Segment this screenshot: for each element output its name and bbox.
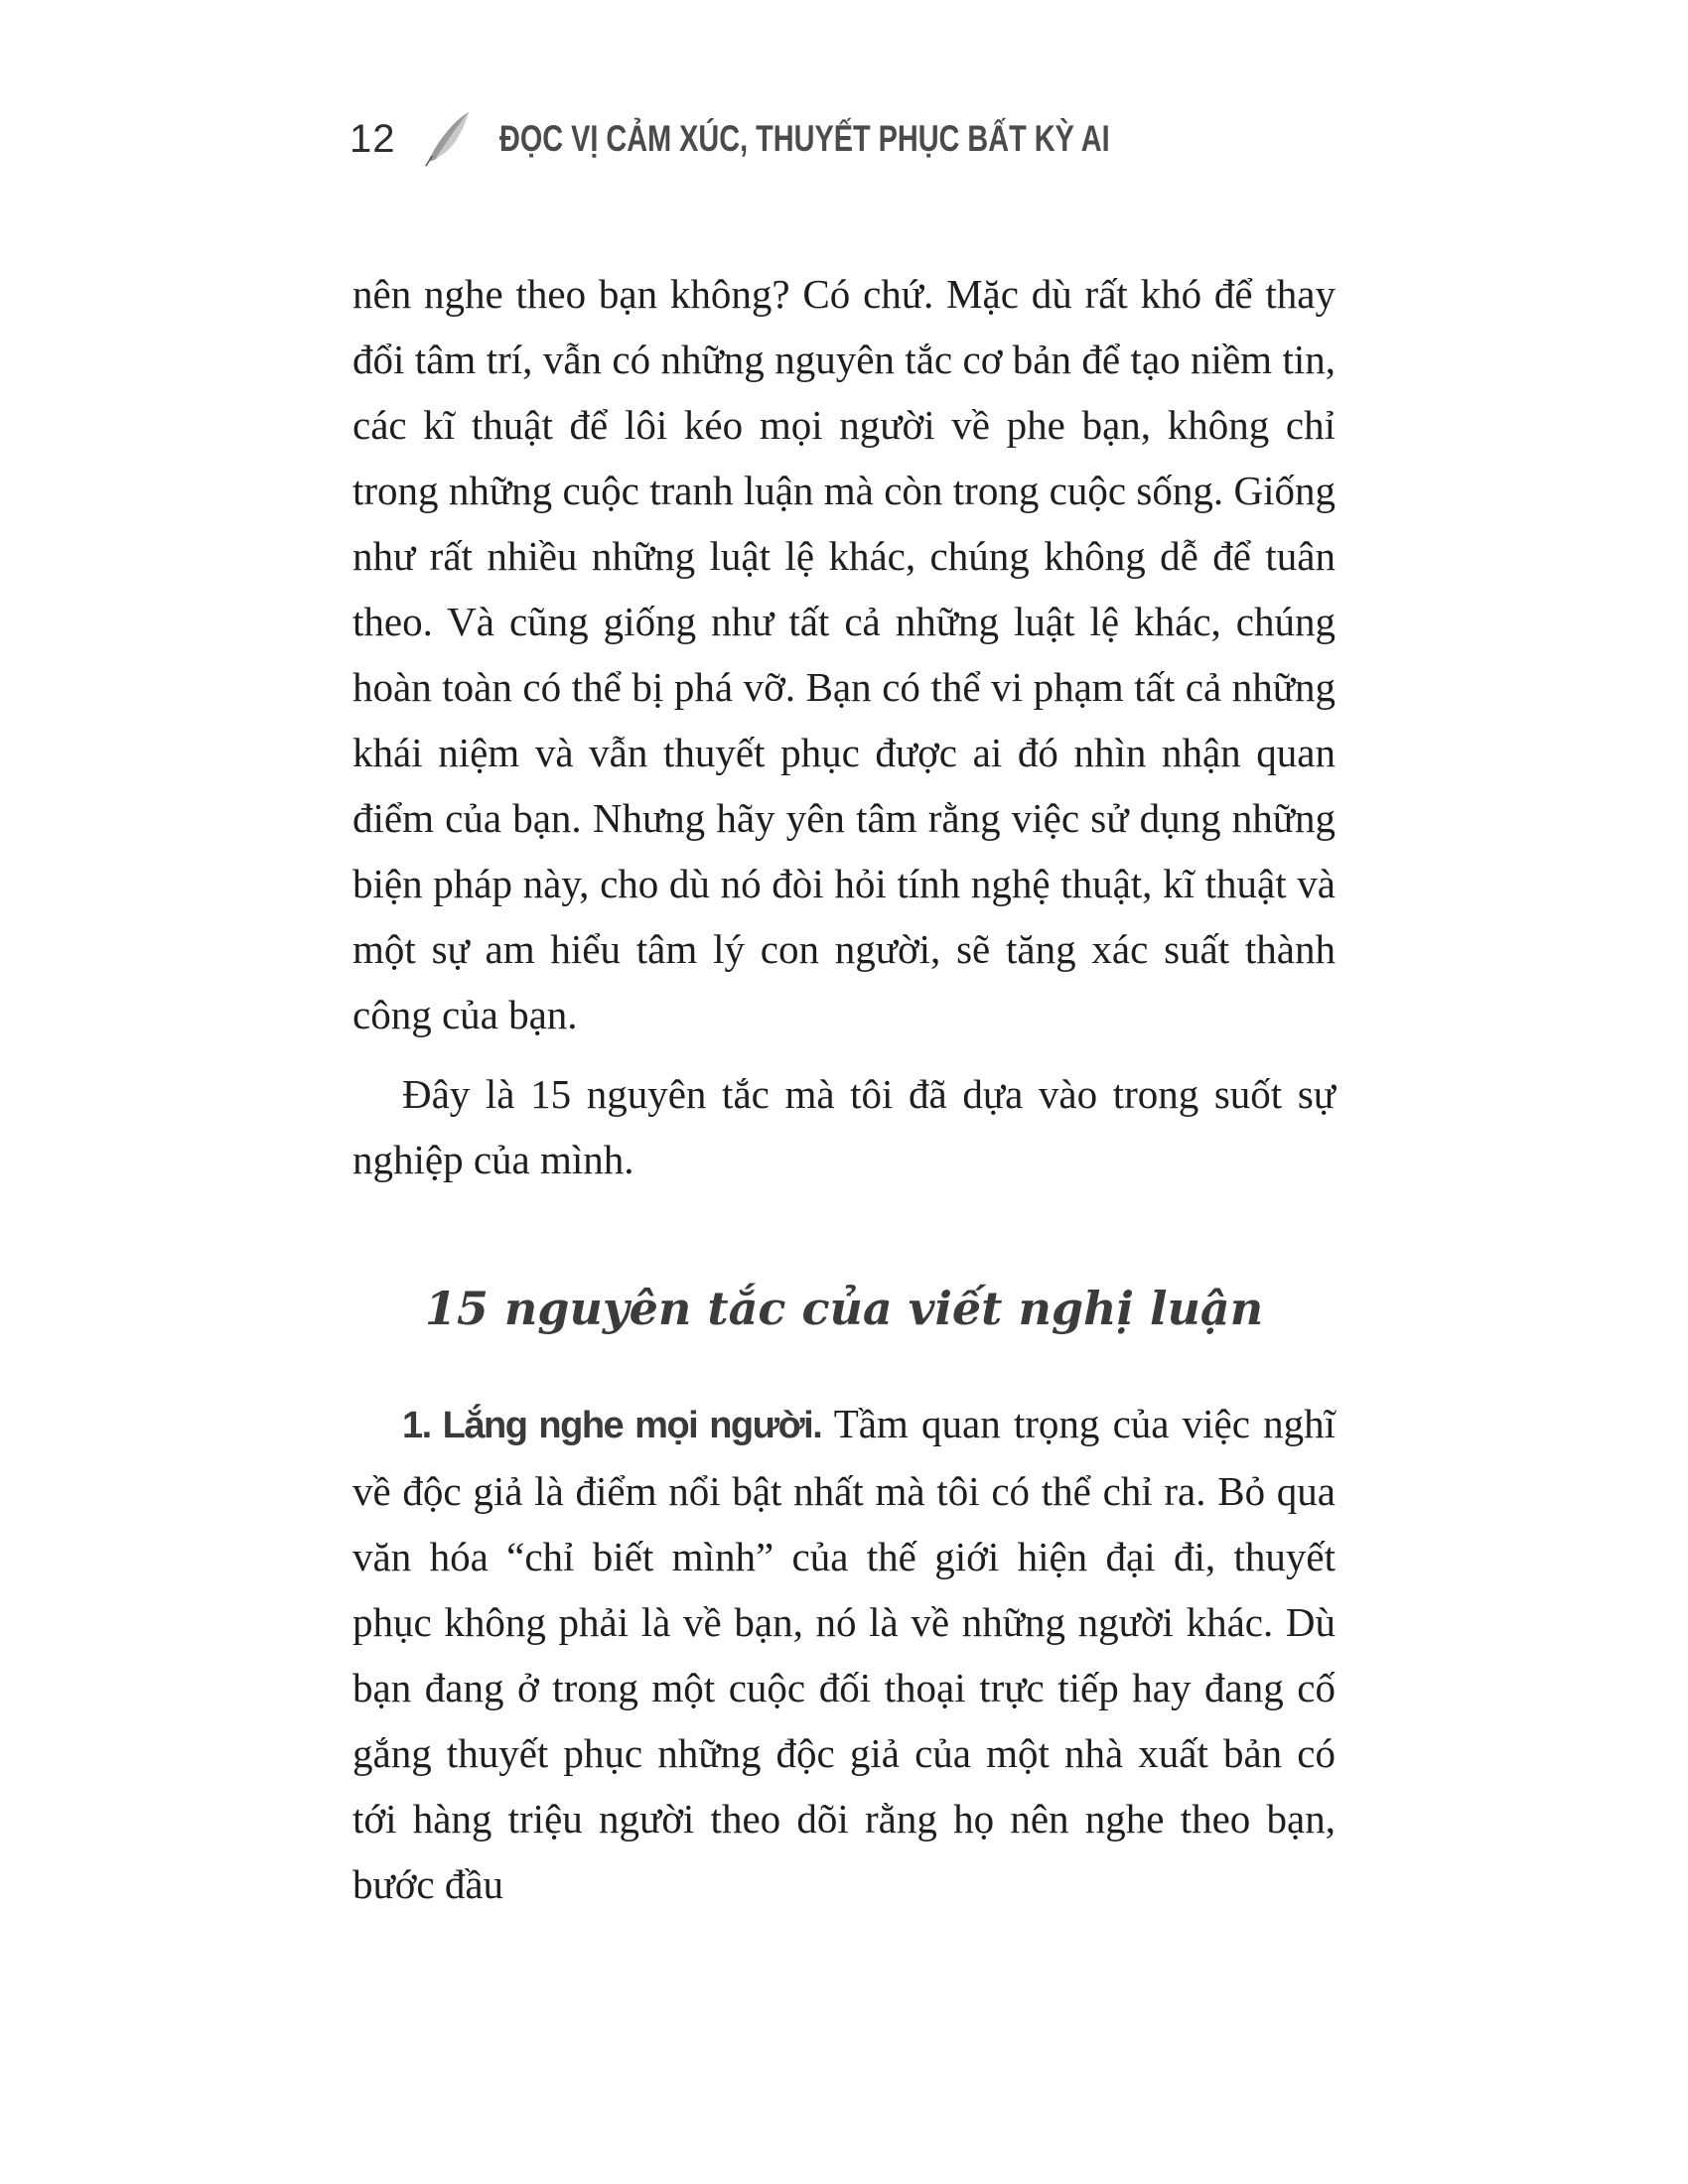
page-number: 12 bbox=[350, 116, 396, 161]
paragraph-intro-15-principles: Đây là 15 nguyên tắc mà tôi đã dựa vào trong suốt sự nghiệp của mình. bbox=[352, 1071, 1336, 1182]
running-header bbox=[350, 111, 1281, 167]
text-column bbox=[352, 261, 1336, 1917]
rule-1-label: 1. Lắng nghe mọi người. bbox=[402, 1405, 822, 1446]
rule-1-text: Tầm quan trọng của việc nghĩ về độc giả là điểm nổi bật nhất mà tôi có thể chỉ ra. Bỏ qua văn hóa “chỉ biết mình” của thế giới hiện đại đi, thuyết phục không phải là về bạn, nó là về những người khác. Dù bạn đang ở trong một cuộc đối thoại trực tiếp hay đang cố gắng thuyết phục những độc giả của một nhà xuất bản có tới hàng triệu người theo dõi rằng họ nên nghe theo bạn, bước đầu bbox=[352, 1401, 1336, 1907]
section-heading: 15 nguyên tắc của viết nghị luận bbox=[424, 1282, 1264, 1335]
paragraph-continuation: nên nghe theo bạn không? Có chứ. Mặc dù rất khó để thay đổi tâm trí, vẫn có những nguyên tắc cơ bản để tạo niềm tin, các kĩ thuật để lôi kéo mọi người về phe bạn, không chỉ trong những cuộc tranh luận mà còn trong cuộc sống. Giống như rất nhiều những luật lệ khác, chúng không dễ để tuân theo. Và cũng giống như tất cả những luật lệ khác, chúng hoàn toàn có thể bị phá vỡ. Bạn có thể vi phạm tất cả những khái niệm và vẫn thuyết phục được ai đó nhìn nhận quan điểm của bạn. Nhưng hãy yên tâm rằng việc sử dụng những biện pháp này, cho dù nó đòi hỏi tính nghệ thuật, kĩ thuật và một sự am hiểu tâm lý con người, sẽ tăng xác suất thành công của bạn. bbox=[352, 271, 1336, 1037]
paragraph-rule-1 bbox=[352, 1391, 1336, 1917]
chapter-running-title: ĐỌC VỊ CẢM XÚC, THUYẾT PHỤC BẤT KỲ AI bbox=[498, 118, 1110, 159]
quill-feather-icon bbox=[422, 110, 474, 168]
